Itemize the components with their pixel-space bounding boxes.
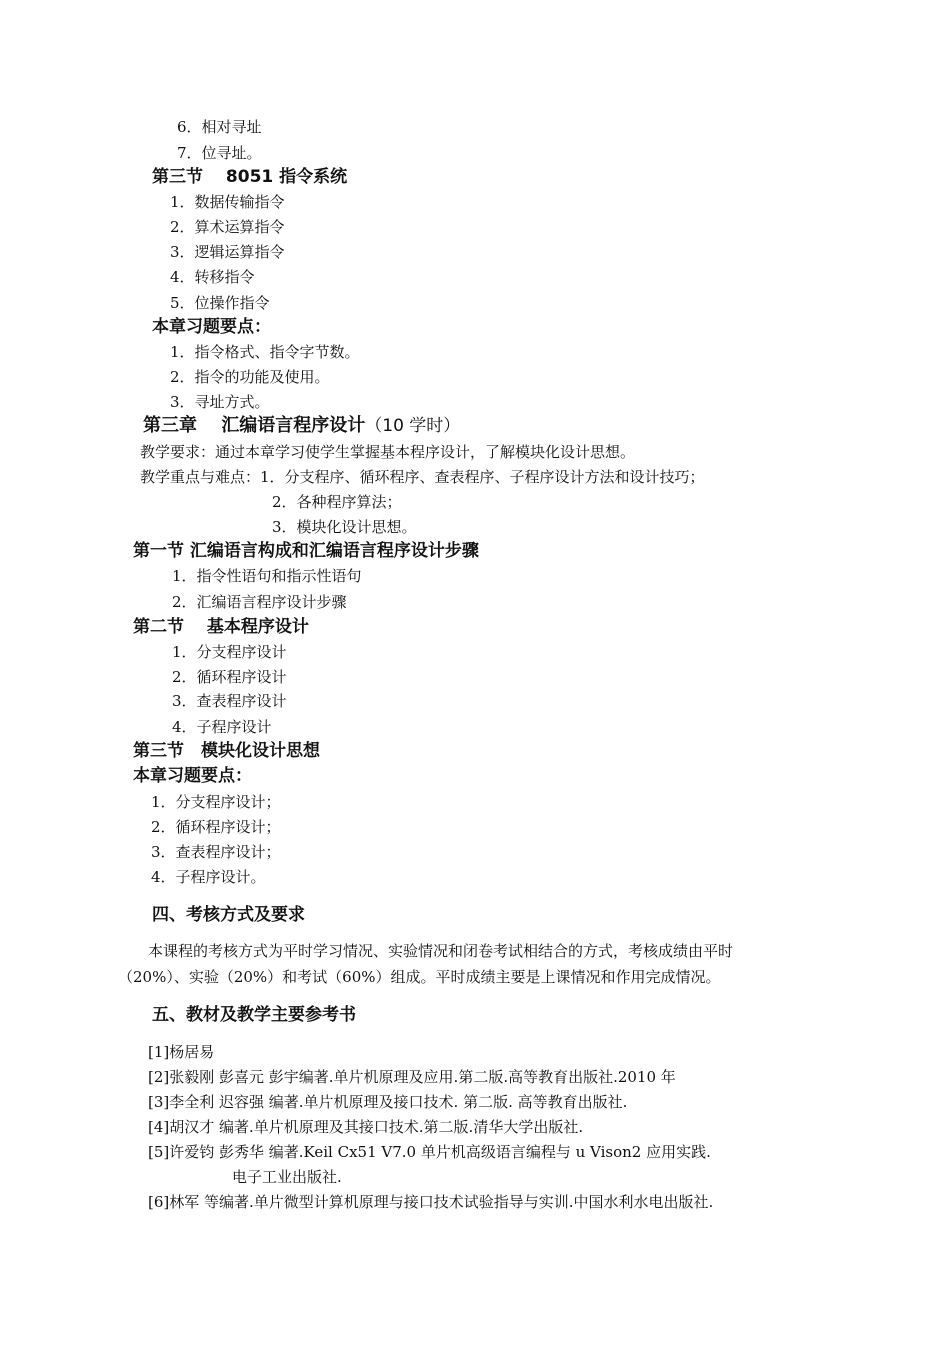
references-heading: 五、教材及教学主要参考书 bbox=[152, 1005, 356, 1025]
list-item: 1．分支程序设计 bbox=[172, 643, 287, 661]
reference-item: [2]张毅刚 彭喜元 彭宇编著.单片机原理及应用.第二版.高等教育出版社.2010 年 bbox=[148, 1068, 676, 1086]
exercise-heading: 本章习题要点： bbox=[152, 317, 271, 337]
list-item: 1．数据传输指令 bbox=[170, 193, 285, 211]
list-item: 2．算术运算指令 bbox=[170, 218, 285, 236]
assessment-heading: 四、考核方式及要求 bbox=[152, 905, 305, 925]
reference-item: [6]林军 等编著.单片微型计算机原理与接口技术试验指导与实训.中国水利水电出版社. bbox=[148, 1193, 714, 1211]
exercise-heading: 本章习题要点： bbox=[133, 766, 252, 786]
chapter-title: 第三章 汇编语言程序设计 bbox=[143, 415, 366, 436]
list-item: 4．子程序设计 bbox=[172, 718, 272, 736]
section-heading: 第二节 基本程序设计 bbox=[133, 617, 309, 637]
list-item: 3．查表程序设计； bbox=[151, 843, 281, 861]
key-points: 教学重点与难点：1．分支程序、循环程序、查表程序、子程序设计方法和设计技巧； bbox=[140, 468, 705, 486]
key-points-item: 2．各种程序算法； bbox=[272, 493, 402, 511]
list-item: 4．子程序设计。 bbox=[151, 868, 266, 886]
list-item: 4．转移指令 bbox=[170, 268, 255, 286]
list-item: 1．指令性语句和指示性语句 bbox=[172, 567, 362, 585]
list-item: 2．指令的功能及使用。 bbox=[170, 368, 330, 386]
list-item: 2．汇编语言程序设计步骤 bbox=[172, 593, 347, 611]
key-points-item: 3．模块化设计思想。 bbox=[272, 518, 417, 536]
section-heading: 第三节 8051 指令系统 bbox=[152, 167, 348, 187]
list-item: 5．位操作指令 bbox=[170, 294, 270, 312]
list-item: 1．分支程序设计； bbox=[151, 793, 281, 811]
list-item: 2．循环程序设计 bbox=[172, 668, 287, 686]
reference-item-continuation: 电子工业出版社. bbox=[232, 1168, 342, 1186]
list-item: 2．循环程序设计； bbox=[151, 818, 281, 836]
assessment-paragraph-line: 本课程的考核方式为平时学习情况、实验情况和闭卷考试相结合的方式，考核成绩由平时 bbox=[148, 942, 734, 960]
reference-item: [1]杨居易 bbox=[148, 1043, 215, 1061]
section-heading: 第一节 汇编语言构成和汇编语言程序设计步骤 bbox=[133, 541, 479, 561]
list-item: 7．位寻址。 bbox=[177, 144, 262, 162]
reference-item: [5]许爱钧 彭秀华 编著.Keil Cx51 V7.0 单片机高级语言编程与 u Vison2 应用实践. bbox=[148, 1143, 711, 1161]
teaching-requirement: 教学要求：通过本章学习使学生掌握基本程序设计，了解模块化设计思想。 bbox=[140, 443, 636, 461]
assessment-paragraph-line: （20%）、实验（20%）和考试（60%）组成。平时成绩主要是上课情况和作用完成情况。 bbox=[118, 968, 721, 986]
section-heading: 第三节 模块化设计思想 bbox=[133, 741, 320, 761]
chapter-heading bbox=[143, 417, 460, 435]
reference-item: [3]李全利 迟容强 编著.单片机原理及接口技术. 第二版. 高等教育出版社. bbox=[148, 1093, 628, 1111]
list-item: 3．逻辑运算指令 bbox=[170, 243, 285, 261]
list-item: 3．寻址方式。 bbox=[170, 393, 270, 411]
chapter-hours: （10 学时） bbox=[365, 416, 461, 436]
list-item: 3．查表程序设计 bbox=[172, 692, 287, 710]
list-item: 6．相对寻址 bbox=[177, 118, 262, 136]
reference-item: [4]胡汉才 编著.单片机原理及其接口技术.第二版.清华大学出版社. bbox=[148, 1118, 584, 1136]
list-item: 1．指令格式、指令字节数。 bbox=[170, 343, 360, 361]
